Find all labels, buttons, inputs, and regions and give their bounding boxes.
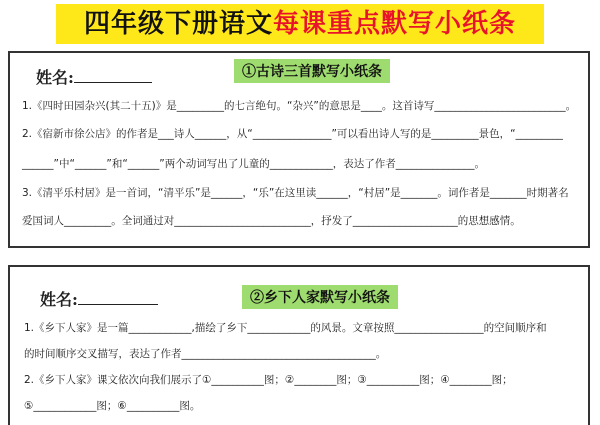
title-red-part: 每课重点默写小纸条	[273, 9, 517, 39]
worksheet-card-1	[8, 51, 590, 248]
worksheet-card-2	[8, 265, 590, 425]
name-blank-line	[74, 68, 152, 83]
question-3: 3.《清平乐村居》是一首词，“清平乐”是______，“乐”在这里读______，“村居”是_______。词作者是_______时期著名	[22, 187, 569, 199]
question-3-continued: 爱国词人_________。全词通过对__________________________，抒发了____________________的思想感情。	[22, 215, 521, 227]
name-field	[40, 287, 158, 310]
name-label: 姓名:	[36, 68, 74, 87]
question-2: 2.《宿新市徐公店》的作者是___诗人______，从“_______________”可以看出诗人写的是_________景色，“_________	[22, 128, 563, 140]
title-banner	[56, 4, 544, 44]
question-2-continued: ______”中“______”和“______”两个动词写出了儿童的____________，表达了作者_______________。	[22, 158, 485, 170]
question-2-continued: ⑤____________图；⑥__________图。	[24, 400, 201, 412]
question-1-continued: 的时间顺序交叉描写，表达了作者_____________________________________。	[24, 348, 387, 360]
name-field	[36, 65, 152, 88]
name-label: 姓名:	[40, 290, 78, 309]
question-1: 1.《乡下人家》是一篇____________,描绘了乡下____________的风景。文章按照_________________的空间顺序和	[24, 322, 547, 334]
section-badge-1: ①古诗三首默写小纸条	[234, 59, 390, 83]
section-badge-2: ②乡下人家默写小纸条	[242, 285, 398, 309]
question-2: 2.《乡下人家》课文依次向我们展示了①__________图；②________图；③__________图；④________图；	[24, 374, 513, 386]
title-black-part: 四年级下册语文	[83, 9, 273, 39]
name-blank-line	[78, 290, 158, 305]
question-1: 1.《四时田园杂兴(其二十五)》是_________的七言绝句。“杂兴”的意思是____。这首诗写_________________________。	[22, 100, 577, 112]
